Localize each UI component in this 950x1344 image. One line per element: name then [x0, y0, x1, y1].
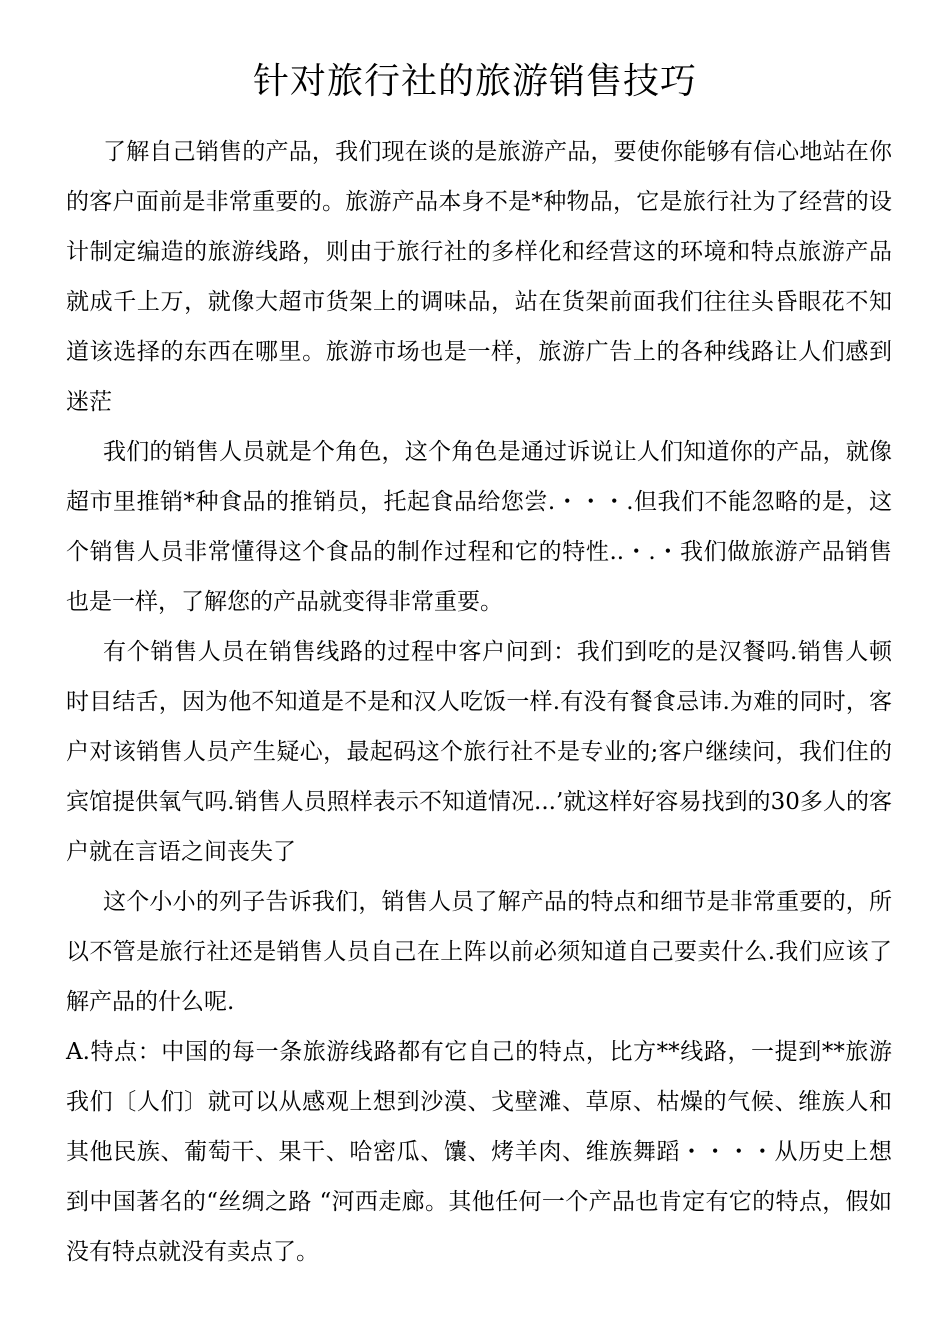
paragraph-lesson: 这个小小的列子告诉我们，销售人员了解产品的特点和细节是非常重要的，所以不管是旅行社还是销售人员自己在上阵以前必须知道自己要卖什么.我们应该了解产品的什么呢.	[66, 889, 892, 1015]
document-title: 针对旅行社的旅游销售技巧	[252, 61, 697, 102]
paragraph-intro: 了解自己销售的产品，我们现在谈的是旅游产品，要使你能够有信心地站在你的客户面前是非常重要的。旅游产品本身不是*种物品，它是旅行社为了经营的设计制定编造的旅游线路，则由于旅行社的多样化和经营这的环境和特点旅游产品就成千上万，就像大超市货架上的调味品，站在货架前面我们往往头昏眼花不知道该选择的东西在哪里。旅游市场也是一样，旅游广告上的各种线路让人们感到迷茫	[66, 139, 892, 415]
paragraph-example-story: 有个销售人员在销售线路的过程中客户问到：我们到吃的是汉餐吗.销售人顿时目结舌，因为他不知道是不是和汉人吃饭一样.有没有餐食忌讳.为难的同时，客户对该销售人员产生疑心，最起码这个旅行社不是专业的;客户继续问，我们住的宾馆提供氧气吗.销售人员照样表示不知道情况...’就这样好容易找到的30多人的客户就在言语之间丧失了	[66, 639, 892, 865]
paragraph-salesperson-role: 我们的销售人员就是个角色，这个角色是通过诉说让人们知道你的产品，就像超市里推销*种食品的推销员，托起食品给您尝.・・・.但我们不能忽略的是，这个销售人员非常懂得这个食品的制作过程和它的特性..・.・我们做旅游产品销售也是一样，了解您的产品就变得非常重要。	[66, 439, 892, 615]
document-body	[66, 127, 892, 1277]
paragraph-feature-a: A.特点：中国的每一条旅游线路都有它自己的特点，比方**线路，一提到**旅游我们〔人们〕就可以从感观上想到沙漠、戈壁滩、草原、枯燥的气候、维族人和其他民族、葡萄干、果干、哈密瓜、馕、烤羊肉、维族舞蹈・・・・从历史上想到中国著名的“丝绸之路 “河西走廊。其他任何一个产品也肯定有它的特点，假如没有特点就没有卖点了。	[66, 1039, 892, 1265]
